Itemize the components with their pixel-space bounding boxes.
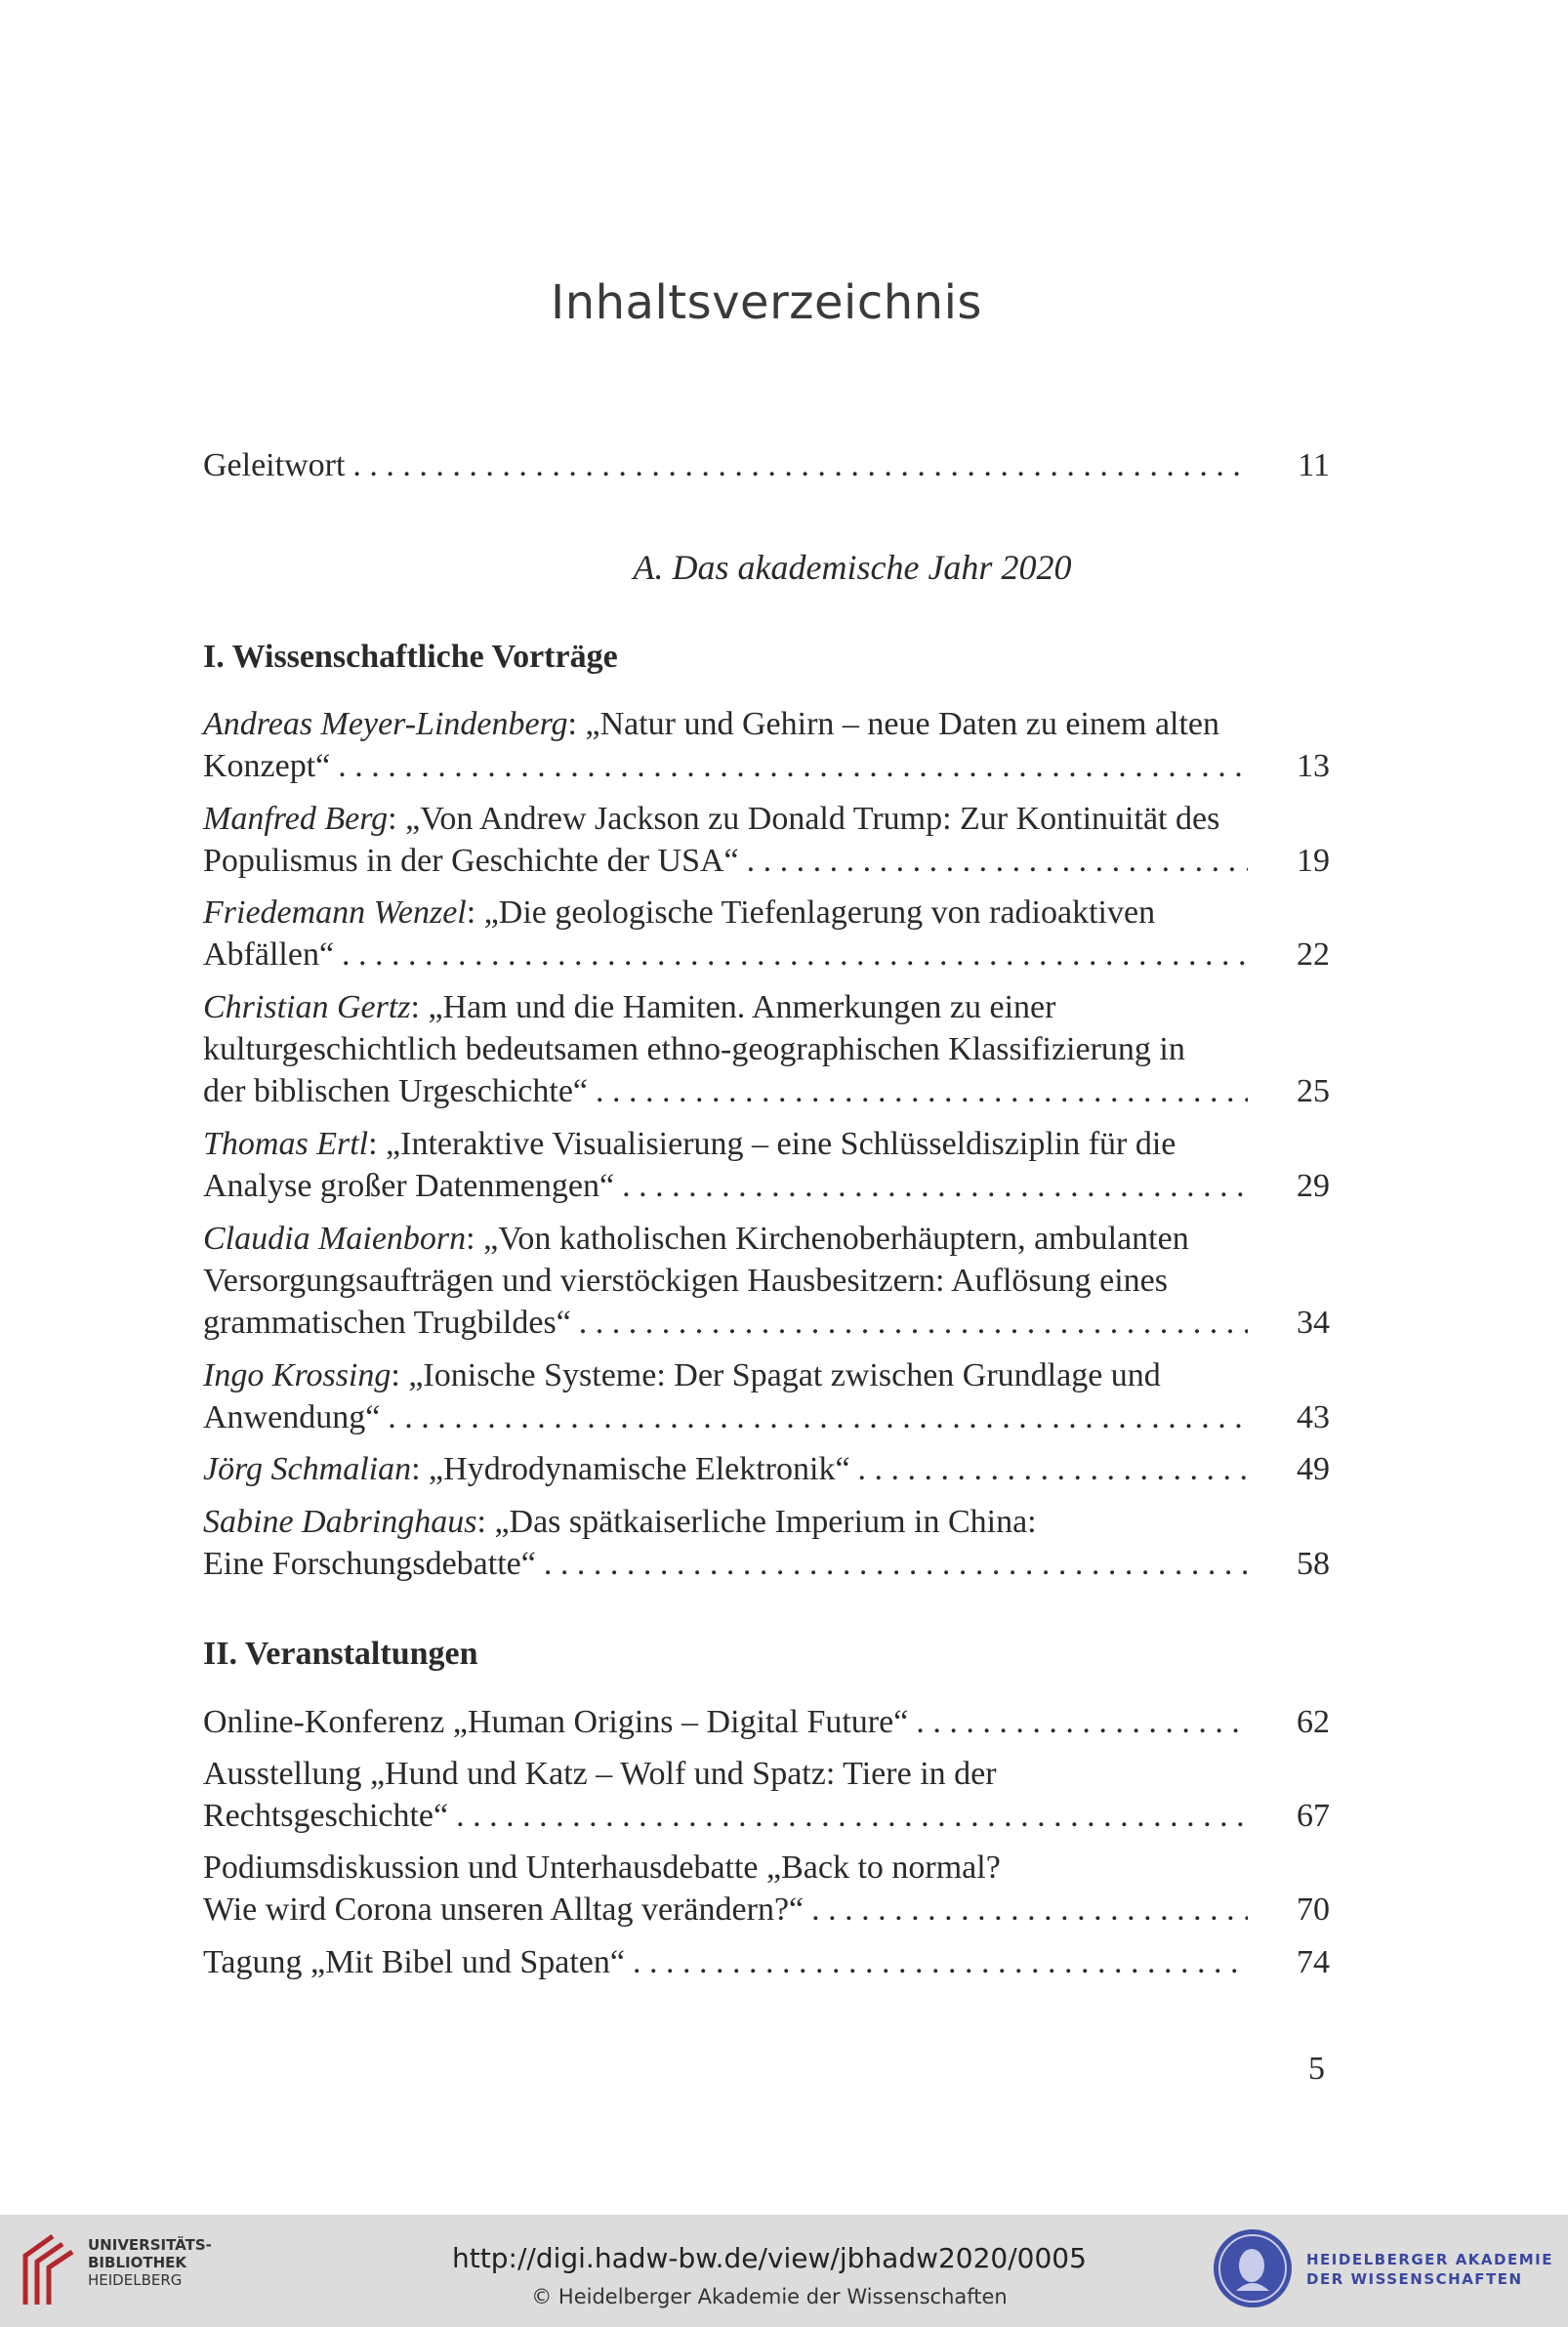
toc-entry-author: Manfred Berg — [203, 801, 389, 837]
toc-entry-author: Andreas Meyer-Lindenberg — [203, 706, 568, 742]
section-heading: II. Veranstaltungen — [203, 1636, 478, 1672]
toc-entry[interactable] — [203, 1218, 1330, 1344]
toc-entry[interactable] — [203, 798, 1330, 882]
toc-entry[interactable] — [203, 1448, 1330, 1490]
page-number: 5 — [1308, 2051, 1325, 2087]
part-heading: A. Das akademische Jahr 2020 — [633, 548, 1072, 587]
toc-entry-title: Eine Forschungsdebatte“ — [203, 1546, 536, 1582]
toc-entry-title: : „Ionische Systeme: Der Spagat zwischen Grundlage und — [391, 1357, 1161, 1393]
toc-entry-author: Friedemann Wenzel — [203, 894, 467, 931]
leader-dots — [804, 1889, 1248, 1931]
section-heading: I. Wissenschaftliche Vorträge — [203, 639, 618, 675]
toc-entry[interactable] — [203, 1847, 1330, 1931]
leader-dots — [334, 934, 1248, 976]
copyright-notice: © Heidelberger Akademie der Wissenschaften — [531, 2285, 1008, 2308]
toc-page-number: 49 — [1297, 1451, 1330, 1487]
toc-page-number: 22 — [1297, 936, 1330, 973]
toc-entry-title: Anwendung“ — [203, 1399, 381, 1435]
academy-name — [1306, 2250, 1553, 2289]
toc-page-number: 11 — [1298, 447, 1330, 483]
toc-entry-author: Thomas Ertl — [203, 1126, 369, 1162]
leader-dots — [536, 1543, 1248, 1585]
toc-entry-author: Sabine Dabringhaus — [203, 1504, 477, 1540]
toc-entry-title: : „Von katholischen Kirchenoberhäuptern, ambulanten — [466, 1221, 1189, 1257]
leader-dots — [571, 1302, 1248, 1344]
academy-seal-logo[interactable] — [1211, 2226, 1295, 2310]
toc-entry-title: Podiumsdiskussion und Unterhausdebatte „Back to normal? — [203, 1849, 1001, 1886]
toc-entry-preface[interactable] — [203, 444, 1330, 486]
footer-bar — [0, 2215, 1568, 2327]
toc-entry-title: : „Von Andrew Jackson zu Donald Trump: Zur Kontinuität des — [388, 801, 1220, 837]
toc-entry-title: Populismus in der Geschichte der USA“ — [203, 843, 739, 879]
toc-entry-title: Versorgungsaufträgen und vierstöckigen Hausbesitzern: Auflösung eines — [203, 1263, 1168, 1299]
toc-entry-title: Ausstellung „Hund und Katz – Wolf und Spatz: Tiere in der — [203, 1756, 997, 1792]
leader-dots — [448, 1795, 1248, 1837]
toc-page-number: 19 — [1297, 843, 1330, 879]
toc-page-number: 13 — [1297, 748, 1330, 784]
toc-entry[interactable] — [203, 1753, 1330, 1837]
toc-entry-title: : „Interaktive Visualisierung – eine Schlüsseldisziplin für die — [368, 1126, 1176, 1162]
toc-entry[interactable] — [203, 1501, 1330, 1585]
toc-entry[interactable] — [203, 986, 1330, 1112]
toc-entry-title: Rechtsgeschichte“ — [203, 1798, 449, 1834]
toc-entry-author: Claudia Maienborn — [203, 1221, 467, 1257]
toc-page-number: 58 — [1297, 1546, 1330, 1582]
toc-page-number: 74 — [1297, 1944, 1330, 1980]
toc-entry-title: : „Ham und die Hamiten. Anmerkungen zu einer — [410, 989, 1056, 1025]
page-title: Inhaltsverzeichnis — [551, 275, 982, 330]
toc-entry-title: grammatischen Trugbildes“ — [203, 1305, 571, 1341]
leader-dots — [614, 1165, 1248, 1207]
toc-page-number: 70 — [1297, 1891, 1330, 1928]
leader-dots — [850, 1448, 1248, 1490]
leader-dots — [380, 1396, 1248, 1438]
toc-page-number: 67 — [1297, 1798, 1330, 1834]
toc-entry-title: Online-Konferenz „Human Origins – Digital Future“ — [203, 1704, 909, 1740]
toc-entry-title: : „Die geologische Tiefenlagerung von radioaktiven — [466, 894, 1156, 931]
toc-page-number: 34 — [1297, 1305, 1330, 1341]
toc-entry-author: Ingo Krossing — [203, 1357, 392, 1393]
toc-entry[interactable] — [203, 1941, 1330, 1983]
toc-entry-title: : „Natur und Gehirn – neue Daten zu einem alten — [567, 706, 1220, 742]
toc-page-number: 29 — [1297, 1168, 1330, 1204]
toc-entry-title: : „Das spätkaiserliche Imperium in China: — [476, 1504, 1037, 1540]
leader-dots — [588, 1070, 1248, 1112]
toc-entry[interactable] — [203, 1701, 1330, 1743]
toc-entry-title: Konzept“ — [203, 748, 331, 784]
toc-page-number: 62 — [1297, 1704, 1330, 1740]
toc-entry-title: Abfällen“ — [203, 936, 335, 973]
toc-entry-title: Analyse großer Datenmengen“ — [203, 1168, 615, 1204]
leader-dots — [739, 840, 1248, 882]
leader-dots — [330, 745, 1248, 787]
toc-entry-title: kulturgeschichtlich bedeutsamen ethno-geographischen Klassifizierung in — [203, 1031, 1185, 1067]
toc-entry[interactable] — [203, 703, 1330, 787]
ub-name-line: UNIVERSITÄTS- — [88, 2236, 212, 2254]
toc-entry-title: Tagung „Mit Bibel und Spaten“ — [203, 1944, 625, 1980]
toc-entry[interactable] — [203, 892, 1330, 976]
academy-name-line: HEIDELBERGER AKADEMIE — [1306, 2251, 1553, 2268]
toc-entry-title: Geleitwort — [203, 447, 346, 483]
permalink-url[interactable]: http://digi.hadw-bw.de/view/jbhadw2020/0005 — [452, 2242, 1087, 2274]
toc-entry[interactable] — [203, 1354, 1330, 1438]
toc-entry-title: Wie wird Corona unseren Alltag verändern?“ — [203, 1891, 805, 1928]
toc-page-number: 25 — [1297, 1073, 1330, 1109]
ub-name-line: BIBLIOTHEK — [88, 2254, 186, 2271]
toc-entry-title: : „Hydrodynamische Elektronik“ — [411, 1451, 850, 1487]
academy-name-line: DER WISSENSCHAFTEN — [1306, 2270, 1523, 2288]
toc-entry-author: Jörg Schmalian — [203, 1451, 412, 1487]
leader-dots — [345, 444, 1248, 486]
leader-dots — [908, 1701, 1248, 1743]
leader-dots — [625, 1941, 1248, 1983]
toc-entry-author: Christian Gertz — [203, 989, 411, 1025]
toc-entry-title: der biblischen Urgeschichte“ — [203, 1073, 589, 1109]
toc-entry[interactable] — [203, 1123, 1330, 1207]
toc-page-number: 43 — [1297, 1399, 1330, 1435]
ub-name-line: HEIDELBERG — [88, 2271, 183, 2289]
